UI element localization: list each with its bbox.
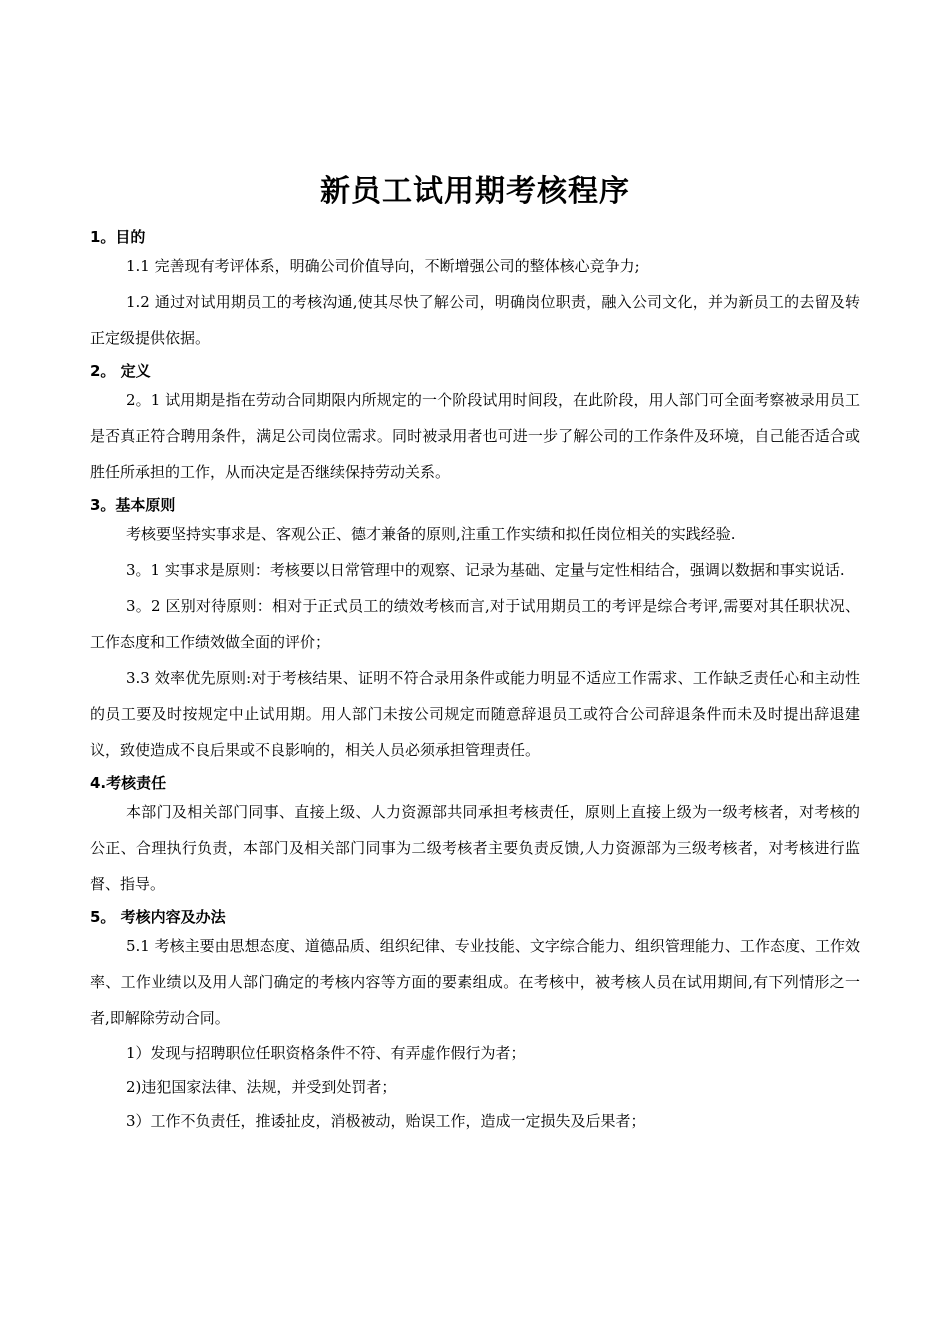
list-item: 2)违犯国家法律、法规，并受到处罚者； — [126, 1078, 397, 1096]
section-heading: 3。基本原则 — [90, 496, 176, 514]
section-heading: 1。目的 — [90, 228, 146, 246]
paragraph: 考核要坚持实事求是、客观公正、德才兼备的原则,注重工作实绩和拟任岗位相关的实践经验. — [126, 525, 736, 543]
paragraph: 1.2 通过对试用期员工的考核沟通,使其尽快了解公司，明确岗位职责，融入公司文化，并为新员工的去留及转正定级提供依据。 — [90, 293, 860, 347]
section-principles — [90, 490, 860, 768]
paragraph: 1.1 完善现有考评体系，明确公司价值导向，不断增强公司的整体核心竞争力; — [126, 257, 640, 275]
paragraph: 3。1 实事求是原则：考核要以日常管理中的观察、记录为基础、定量与定性相结合，强调以数据和事实说话. — [126, 561, 845, 579]
section-heading: 2。 定义 — [90, 362, 151, 380]
list-item: 3）工作不负责任，推诿扯皮，消极被动，贻误工作，造成一定损失及后果者； — [126, 1112, 646, 1130]
document-title: 新员工试用期考核程序 — [320, 174, 630, 209]
paragraph: 3。2 区别对待原则：相对于正式员工的绩效考核而言,对于试用期员工的考评是综合考评,需要对其任职状况、工作态度和工作绩效做全面的评价； — [90, 597, 860, 651]
section-heading: 4.考核责任 — [90, 774, 167, 792]
paragraph: 5.1 考核主要由思想态度、道德品质、组织纪律、专业技能、文字综合能力、组织管理能力、工作态度、工作效率、工作业绩以及用人部门确定的考核内容等方面的要素组成。在考核中，被考核人员在试用期间,有下列情形之一者,即解除劳动合同。 — [90, 937, 860, 1027]
document-page — [90, 168, 860, 1138]
paragraph: 本部门及相关部门同事、直接上级、人力资源部共同承担考核责任，原则上直接上级为一级考核者，对考核的公正、合理执行负责，本部门及相关部门同事为二级考核者主要负责反馈,人力资源部为三级考核者，对考核进行监督、指导。 — [90, 803, 860, 893]
section-definition — [90, 356, 860, 490]
section-heading: 5。 考核内容及办法 — [90, 908, 226, 926]
list-item: 1）发现与招聘职位任职资格条件不符、有弄虚作假行为者； — [126, 1044, 526, 1062]
paragraph: 3.3 效率优先原则:对于考核结果、证明不符合录用条件或能力明显不适应工作需求、工作缺乏责任心和主动性的员工要及时按规定中止试用期。用人部门未按公司规定而随意辞退员工或符合公司辞退条件而未及时提出辞退建议，致使造成不良后果或不良影响的，相关人员必须承担管理责任。 — [90, 669, 860, 759]
section-purpose — [90, 222, 860, 356]
paragraph: 2。1 试用期是指在劳动合同期限内所规定的一个阶段试用时间段，在此阶段，用人部门可全面考察被录用员工是否真正符合聘用条件，满足公司岗位需求。同时被录用者也可进一步了解公司的工作条件及环境，自己能否适合或胜任所承担的工作，从而决定是否继续保持劳动关系。 — [90, 391, 860, 481]
section-responsibility — [90, 768, 860, 902]
section-content-methods — [90, 902, 860, 1138]
